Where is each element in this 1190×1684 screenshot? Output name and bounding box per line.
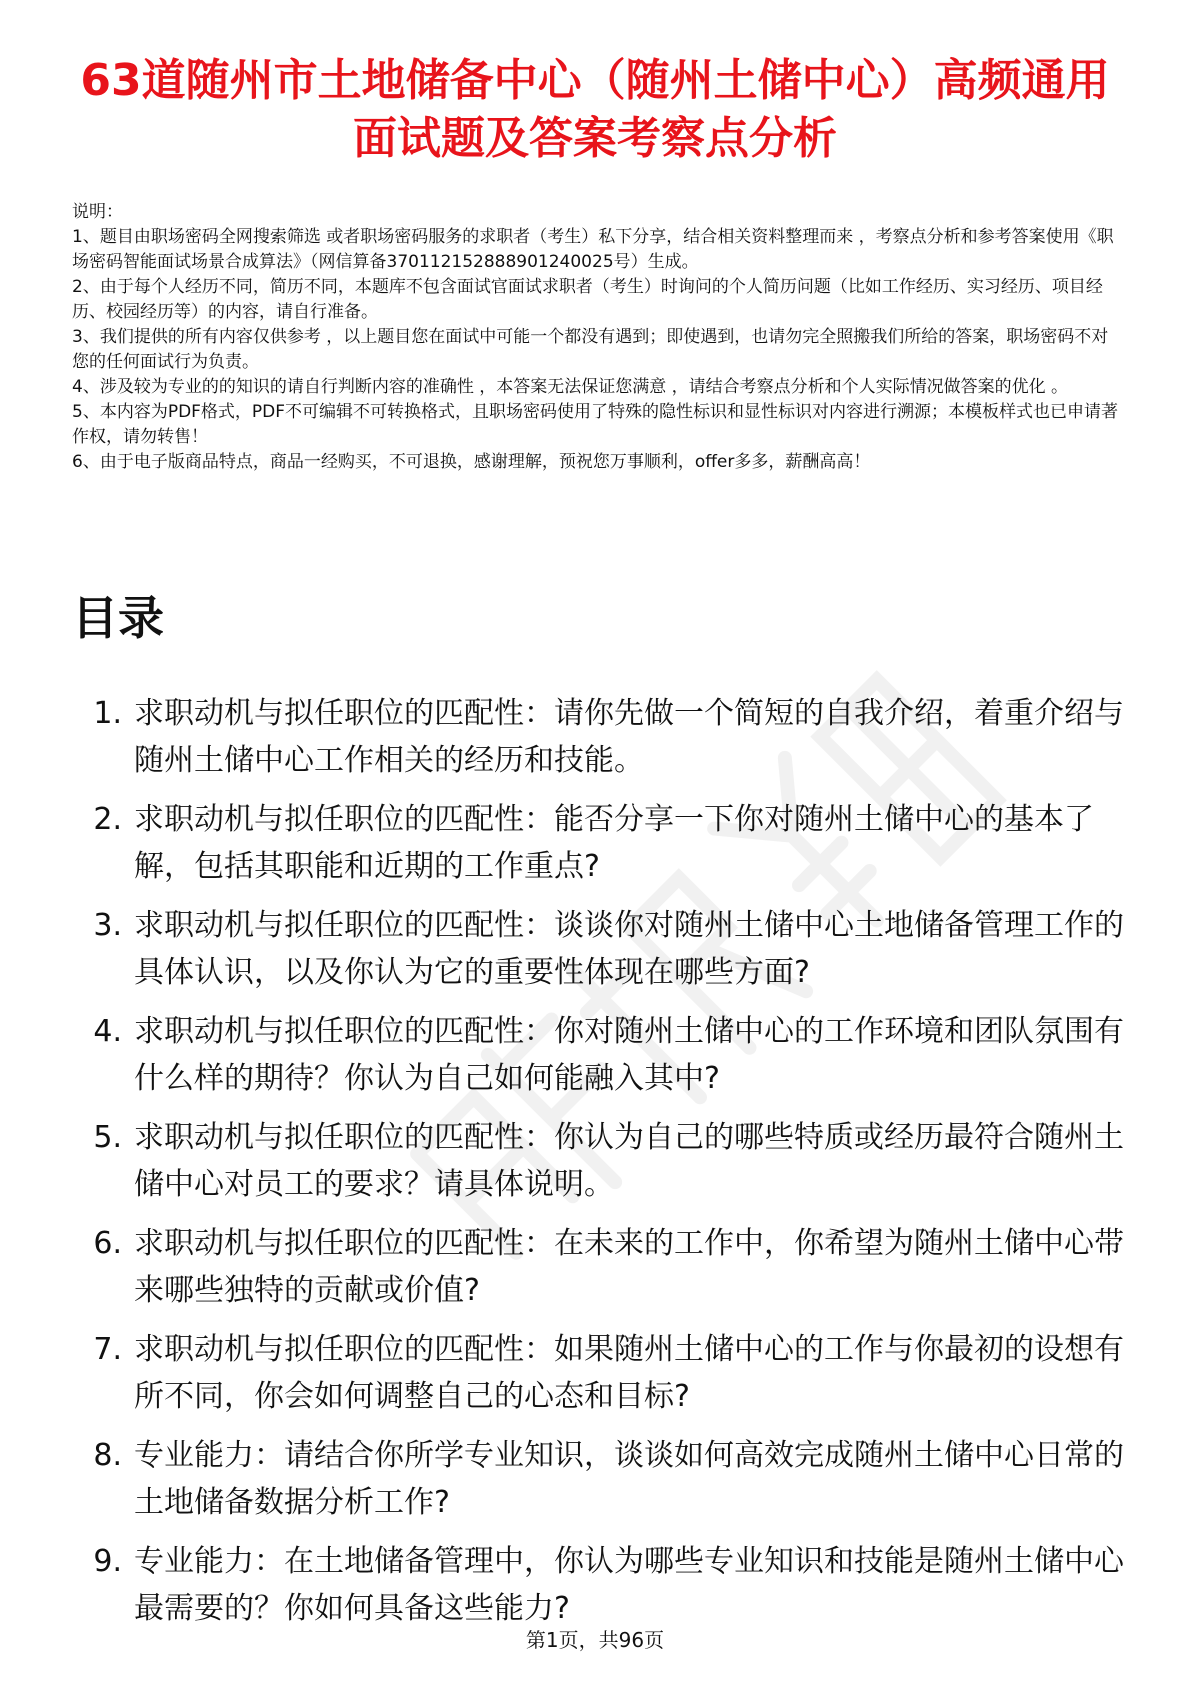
toc-item-text: 求职动机与拟任职位的匹配性：你对随州土储中心的工作环境和团队氛围有什么样的期待？你认为自己如何能融入其中? <box>134 1014 1124 1096</box>
toc-item[interactable] <box>70 1432 1130 1526</box>
toc-item[interactable] <box>70 1220 1130 1314</box>
note-item: 1、题目由职场密码全网搜索筛选 或者职场密码服务的求职者（考生）私下分享，结合相关资料整理而来 ，考察点分析和参考答案使用《职场密码智能面试场景合成算法》（网信算备370112152888901240025号）生成。 <box>72 227 1114 272</box>
toc-item-number: 6. <box>93 1226 122 1261</box>
toc-item-number: 1. <box>93 696 122 731</box>
toc-item-text: 专业能力：在土地储备管理中，你认为哪些专业知识和技能是随州土储中心最需要的？你如何具备这些能力? <box>134 1544 1124 1626</box>
toc-item-number: 8. <box>93 1438 122 1473</box>
toc-item-text: 专业能力：请结合你所学专业知识，谈谈如何高效完成随州土储中心日常的土地储备数据分析工作? <box>134 1438 1124 1520</box>
toc-item-number: 5. <box>93 1120 122 1155</box>
toc-item-number: 3. <box>93 908 122 943</box>
page-footer: 第1页，共96页 <box>525 1628 665 1652</box>
toc-item-number: 4. <box>93 1014 122 1049</box>
toc-item-text: 求职动机与拟任职位的匹配性：请你先做一个简短的自我介绍，着重介绍与随州土储中心工作相关的经历和技能。 <box>134 696 1124 778</box>
toc-item-text: 求职动机与拟任职位的匹配性：你认为自己的哪些特质或经历最符合随州土储中心对员工的要求？请具体说明。 <box>134 1120 1124 1202</box>
toc-item-text: 求职动机与拟任职位的匹配性：如果随州土储中心的工作与你最初的设想有所不同，你会如何调整自己的心态和目标? <box>134 1332 1124 1414</box>
toc-item[interactable] <box>70 1326 1130 1420</box>
toc-list <box>70 690 1130 1644</box>
toc-item-number: 7. <box>93 1332 122 1367</box>
notes-heading: 说明： <box>72 202 123 222</box>
toc-item-number: 2. <box>93 802 122 837</box>
toc-item-text: 求职动机与拟任职位的匹配性：在未来的工作中，你希望为随州土储中心带来哪些独特的贡献或价值? <box>134 1226 1124 1308</box>
note-item: 6、由于电子版商品特点，商品一经购买，不可退换，感谢理解，预祝您万事顺利，offer多多，薪酬高高！ <box>72 452 871 472</box>
toc-heading: 目录 <box>72 591 164 645</box>
toc-item[interactable] <box>70 1538 1130 1632</box>
document-title: 63道随州市土地储备中心（随州土储中心）高频通用面试题及答案考察点分析 <box>80 55 1110 164</box>
toc-item[interactable] <box>70 902 1130 996</box>
note-item: 5、本内容为PDF格式，PDF不可编辑不可转换格式，且职场密码使用了特殊的隐性标识和显性标识对内容进行溯源；本模板样式也已申请著作权，请勿转售！ <box>72 402 1119 447</box>
note-item: 4、涉及较为专业的的知识的请自行判断内容的准确性 ，本答案无法保证您满意 ，请结合考察点分析和个人实际情况做答案的优化 。 <box>72 377 1069 397</box>
toc-item[interactable] <box>70 690 1130 784</box>
notes-section <box>72 200 1122 475</box>
toc-item-text: 求职动机与拟任职位的匹配性：能否分享一下你对随州土储中心的基本了解，包括其职能和近期的工作重点? <box>134 802 1094 884</box>
note-item: 3、我们提供的所有内容仅供参考 ，以上题目您在面试中可能一个都没有遇到；即使遇到，也请勿完全照搬我们所给的答案，职场密码不对您的任何面试行为负责。 <box>72 327 1109 372</box>
toc-item[interactable] <box>70 1008 1130 1102</box>
toc-item[interactable] <box>70 1114 1130 1208</box>
toc-item[interactable] <box>70 796 1130 890</box>
toc-item-text: 求职动机与拟任职位的匹配性：谈谈你对随州土储中心土地储备管理工作的具体认识，以及你认为它的重要性体现在哪些方面? <box>134 908 1124 990</box>
note-item: 2、由于每个人经历不同，简历不同，本题库不包含面试官面试求职者（考生）时询问的个人简历问题（比如工作经历、实习经历、项目经历、校园经历等）的内容，请自行准备。 <box>72 277 1103 322</box>
toc-item-number: 9. <box>93 1544 122 1579</box>
